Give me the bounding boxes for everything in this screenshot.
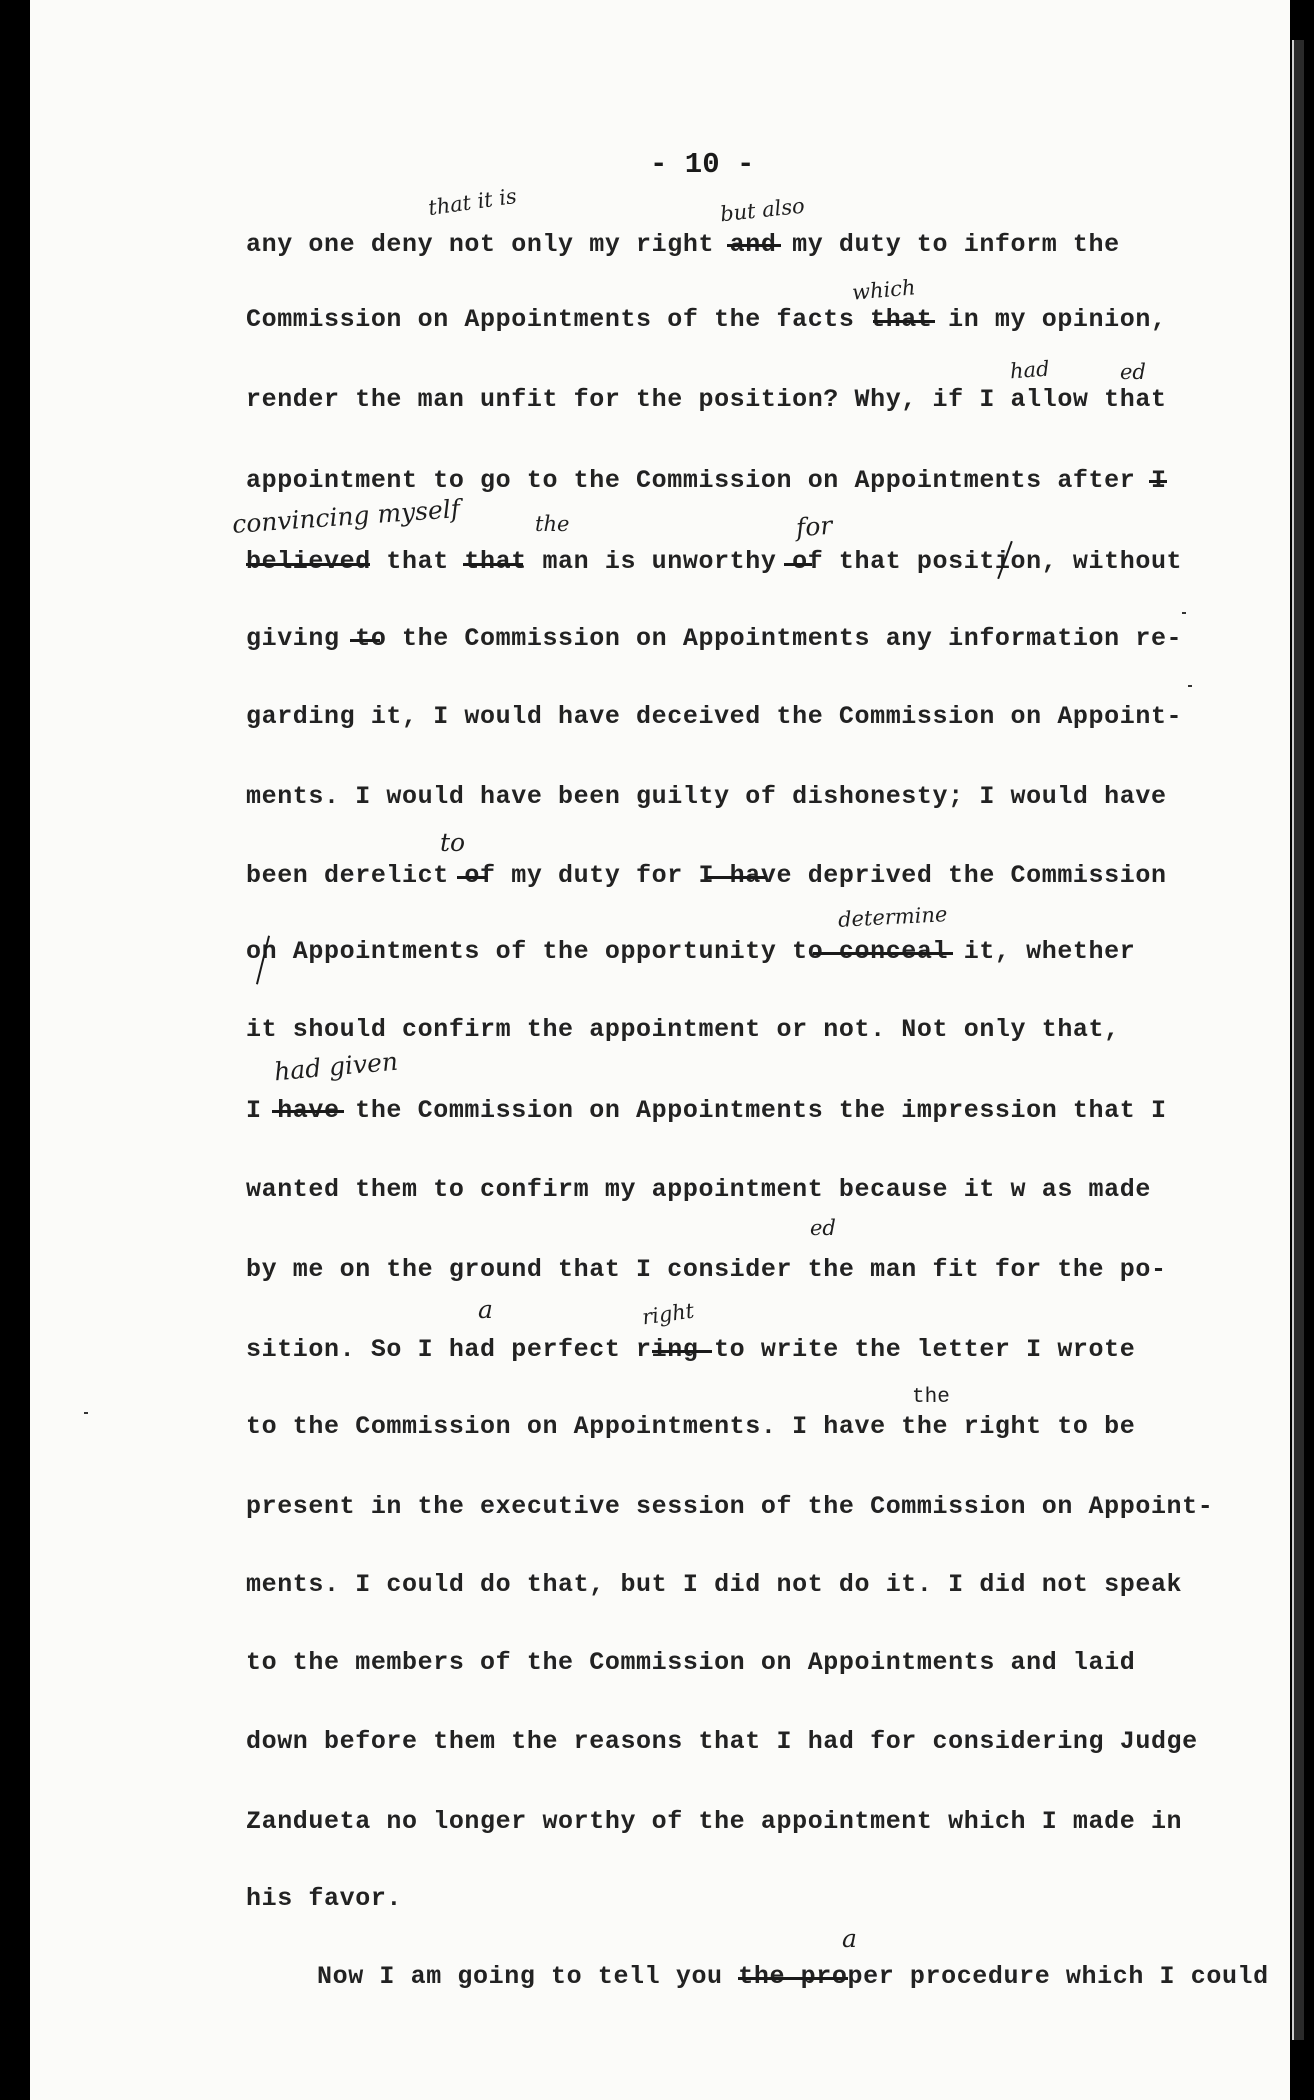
text-line-15: sition. So I had perfect ring to write the letter I wrote (246, 1335, 1136, 1364)
annotation-right-insert: right (640, 1298, 696, 1330)
text-line-13: wanted them to confirm my appointment because it w as made (246, 1175, 1151, 1204)
annotation-ed-allow: ed (1120, 360, 1146, 384)
text-line-1: any one deny not only my right and my duty to inform the (246, 230, 1120, 259)
text-line-11: it should confirm the appointment or not. Not only that, (246, 1015, 1120, 1044)
text-line-5: believed that that man is unworthy of that position, without (246, 547, 1183, 576)
text-line-21: Zandueta no longer worthy of the appointment which I made in (246, 1807, 1183, 1836)
annotation-but-also: but also (718, 193, 806, 227)
strike-proper-of (738, 1977, 848, 1980)
text-line-4: appointment to go to the Commission on Appointments after I (246, 466, 1167, 495)
text-line-23: Now I am going to tell you the proper procedure which I could (317, 1962, 1269, 1991)
strike-of (784, 563, 812, 566)
strike-i (1149, 480, 1167, 483)
annotation-had-given: had given (272, 1046, 400, 1087)
strike-that (873, 320, 935, 323)
text-line-14: by me on the ground that I consider the man fit for the po- (246, 1255, 1167, 1284)
text-line-8: ments. I would have been guilty of dishonesty; I would have (246, 782, 1167, 811)
text-line-12: I have the Commission on Appointments the impression that I (246, 1096, 1167, 1125)
annotation-ed-consider: ed (810, 1216, 836, 1240)
annotation-for-insert: for (795, 510, 834, 543)
strike-have (706, 876, 766, 879)
speck-2 (1182, 612, 1186, 614)
strike-and (727, 244, 781, 247)
annotation-that-it-is: that it is (426, 183, 519, 221)
text-line-6: giving to the Commission on Appointments any information re- (246, 624, 1183, 653)
annotation-the-insert: the (535, 512, 570, 536)
annotation-to-insert: to (440, 828, 466, 857)
strike-to (350, 639, 380, 642)
text-line-7: garding it, I would have deceived the Commission on Appoint- (246, 702, 1183, 731)
strike-that-2 (463, 563, 523, 566)
speck-1 (84, 1412, 88, 1414)
text-line-2: Commission on Appointments of the facts that in my opinion, (246, 305, 1167, 334)
text-line-16: to the Commission on Appointments. I have the right to be (246, 1412, 1136, 1441)
text-line-20: down before them the reasons that I had for considering Judge (246, 1727, 1198, 1756)
text-line-17: present in the executive session of the Commission on Appoint- (246, 1492, 1214, 1521)
strike-ring (652, 1350, 712, 1353)
annotation-a-final: a (842, 1924, 857, 1953)
annotation-determine: determine (837, 902, 948, 932)
annotation-a-insert: a (478, 1295, 493, 1324)
text-line-10: on Appointments of the opportunity to conceal it, whether (246, 937, 1136, 966)
text-line-3: render the man unfit for the position? Why, if I allow that (246, 385, 1167, 414)
text-line-18: ments. I could do that, but I did not do it. I did not speak (246, 1570, 1183, 1599)
text-line-9: been derelict of my duty for I have deprived the Commission (246, 861, 1167, 890)
strike-of-2 (457, 876, 487, 879)
page-edge (1292, 40, 1304, 2040)
annotation-which: which (851, 275, 917, 305)
text-line-22: his favor. (246, 1884, 403, 1913)
annotation-convincing-myself: convincing myself (231, 494, 461, 539)
page-number: - 10 - (650, 148, 755, 181)
annotation-had: had (1009, 356, 1051, 384)
text-line-19: to the members of the Commission on Appointments and laid (246, 1648, 1136, 1677)
strike-conceal-it (813, 952, 953, 955)
speck-3 (1188, 685, 1192, 687)
annotation-the-typed: the (912, 1386, 950, 1409)
strike-believed (246, 563, 370, 566)
strike-have-2 (272, 1110, 344, 1113)
